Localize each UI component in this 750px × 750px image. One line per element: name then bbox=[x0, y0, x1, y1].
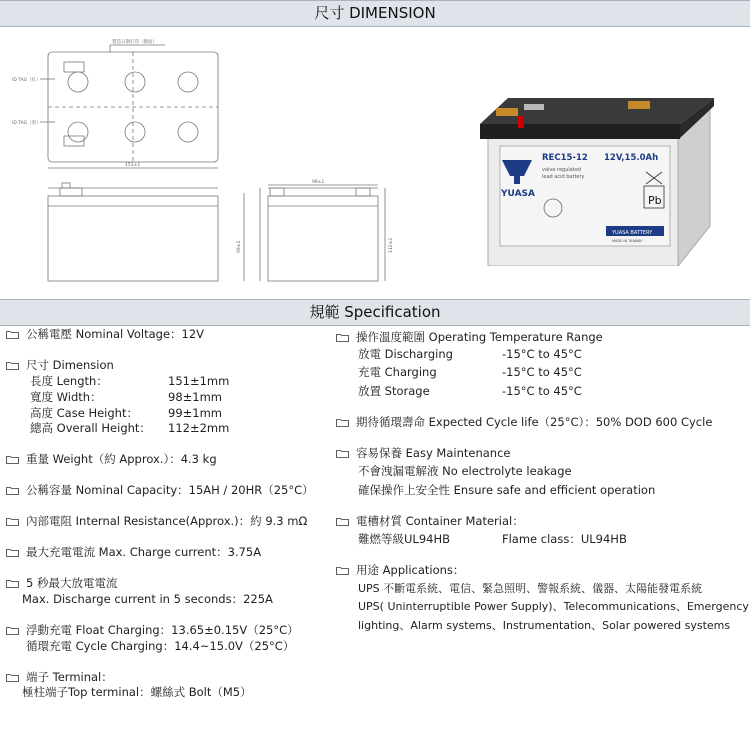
folder-icon bbox=[6, 579, 19, 588]
charging-value: -15°C to 45°C bbox=[502, 365, 582, 379]
spec-float-charging: 浮動充電 Float Charging：13.65±0.15V（25°C） bbox=[6, 622, 299, 638]
battery-footer: YUASA BATTERY bbox=[612, 230, 653, 236]
container-cn: 難燃等級UL94HB bbox=[358, 532, 450, 546]
spec-cycle-life: 期待循環壽命 Expected Cycle life（25°C）：50% DOD 600 Cycle bbox=[336, 414, 712, 430]
callout-black-tag: ID TAG（黑） bbox=[12, 121, 41, 126]
spec-dimension: 尺寸 Dimension bbox=[6, 357, 114, 373]
discharging-label: 放電 Discharging bbox=[358, 347, 453, 361]
folder-icon bbox=[6, 517, 19, 526]
battery-rating: 12V,15.0Ah bbox=[604, 153, 659, 163]
cycle-charging: 循環充電 Cycle Charging：14.4~15.0V（25°C） bbox=[26, 639, 295, 653]
case-height-label: 高度 Case Height： bbox=[30, 406, 138, 420]
dim-height: 99±1 bbox=[237, 240, 242, 253]
dimension-header bbox=[0, 0, 750, 27]
technical-drawing bbox=[0, 28, 460, 298]
folder-icon bbox=[336, 517, 349, 526]
folder-icon bbox=[6, 486, 19, 495]
folder-icon bbox=[336, 566, 349, 575]
overall-height-label: 總高 Overall Height： bbox=[30, 421, 151, 435]
battery-model: REC15-12 bbox=[542, 153, 588, 163]
max-discharge-value: Max. Discharge current in 5 seconds：225A bbox=[22, 592, 273, 606]
battery-made-in: MADE IN TAIWAN bbox=[612, 239, 642, 243]
folder-icon bbox=[6, 548, 19, 557]
container-en: Flame class：UL94HB bbox=[502, 532, 627, 546]
length-value: 151±1mm bbox=[168, 374, 230, 388]
discharging-value: -15°C to 45°C bbox=[502, 347, 582, 361]
dimension-section bbox=[0, 28, 750, 298]
side-view-outline bbox=[268, 196, 378, 281]
spec-capacity: 公稱容量 Nominal Capacity：15AH / 20HR（25°C） bbox=[6, 482, 314, 498]
folder-icon bbox=[336, 449, 349, 458]
dim-length: 98±1 bbox=[312, 180, 325, 185]
spec-applications: 用途 Applications： bbox=[336, 562, 464, 578]
overall-height-value: 112±2mm bbox=[168, 421, 230, 435]
spec-temperature: 操作溫度範圍 Operating Temperature Range bbox=[336, 329, 603, 345]
charging-label: 充電 Charging bbox=[358, 365, 437, 379]
spec-max-charge: 最大充電電流 Max. Charge current：3.75A bbox=[6, 544, 261, 560]
folder-icon bbox=[6, 455, 19, 464]
spec-resistance: 內部電阻 Internal Resistance(Approx.)：約 9.3 mΩ bbox=[6, 513, 307, 529]
dim-width: 151±1 bbox=[125, 163, 141, 168]
folder-icon bbox=[6, 673, 19, 682]
width-value: 98±1mm bbox=[168, 390, 222, 404]
maintenance-line-2: 確保操作上安全性 Ensure safe and efficient operation bbox=[358, 483, 656, 497]
spec-weight: 重量 Weight（約 Approx.）：4.3 kg bbox=[6, 451, 217, 467]
folder-icon bbox=[336, 418, 349, 427]
specification-title: 規範 Specification bbox=[309, 303, 441, 321]
battery-line2: lead acid battery bbox=[542, 174, 585, 180]
spec-container: 電槽材質 Container Material： bbox=[336, 513, 524, 529]
callout-red-tag: ID TAG（紅） bbox=[12, 78, 41, 83]
terminal-hole bbox=[68, 72, 88, 92]
specification-header bbox=[0, 299, 750, 326]
storage-value: -15°C to 45°C bbox=[502, 384, 582, 398]
case-height-value: 99±1mm bbox=[168, 406, 222, 420]
battery-brand: YUASA bbox=[501, 189, 535, 199]
width-label: 寬度 Width： bbox=[30, 390, 102, 404]
battery-line1: valve regulated bbox=[542, 167, 582, 173]
dim-height-2: 112±2 bbox=[389, 237, 394, 253]
front-view-outline bbox=[48, 196, 218, 281]
spec-maintenance: 容易保養 Easy Maintenance bbox=[336, 445, 510, 461]
applications-line-2: UPS( Uninterruptible Power Supply)、Telecommunications、Emergency bbox=[358, 600, 749, 613]
maintenance-line-1: 不會洩漏電解液 No electrolyte leakage bbox=[358, 464, 572, 478]
length-label: 長度 Length： bbox=[30, 374, 108, 388]
spec-nominal-voltage: 公稱電壓 Nominal Voltage：12V bbox=[6, 326, 204, 342]
spec-max-discharge: 5 秒最大放電電流 bbox=[6, 575, 117, 591]
applications-line-1: UPS 不斷電系統、電信、緊急照明、警報系統、儀器、太陽能發電系統 bbox=[358, 582, 703, 595]
spec-terminal: 端子 Terminal： bbox=[6, 669, 113, 685]
storage-label: 放置 Storage bbox=[358, 384, 430, 398]
callout-top-label: 製造日期打印（側面） bbox=[112, 40, 157, 45]
folder-icon bbox=[6, 330, 19, 339]
folder-icon bbox=[336, 333, 349, 342]
dimension-title: 尺寸 DIMENSION bbox=[314, 4, 436, 22]
pb-mark: Pb bbox=[648, 194, 662, 207]
terminal-value: 極柱端子Top terminal：螺絲式 Bolt（M5） bbox=[22, 685, 252, 699]
folder-icon bbox=[6, 361, 19, 370]
folder-icon bbox=[6, 626, 19, 635]
applications-line-3: lighting、Alarm systems、Instrumentation、Solar powered systems bbox=[358, 619, 731, 632]
battery-image bbox=[478, 76, 738, 266]
